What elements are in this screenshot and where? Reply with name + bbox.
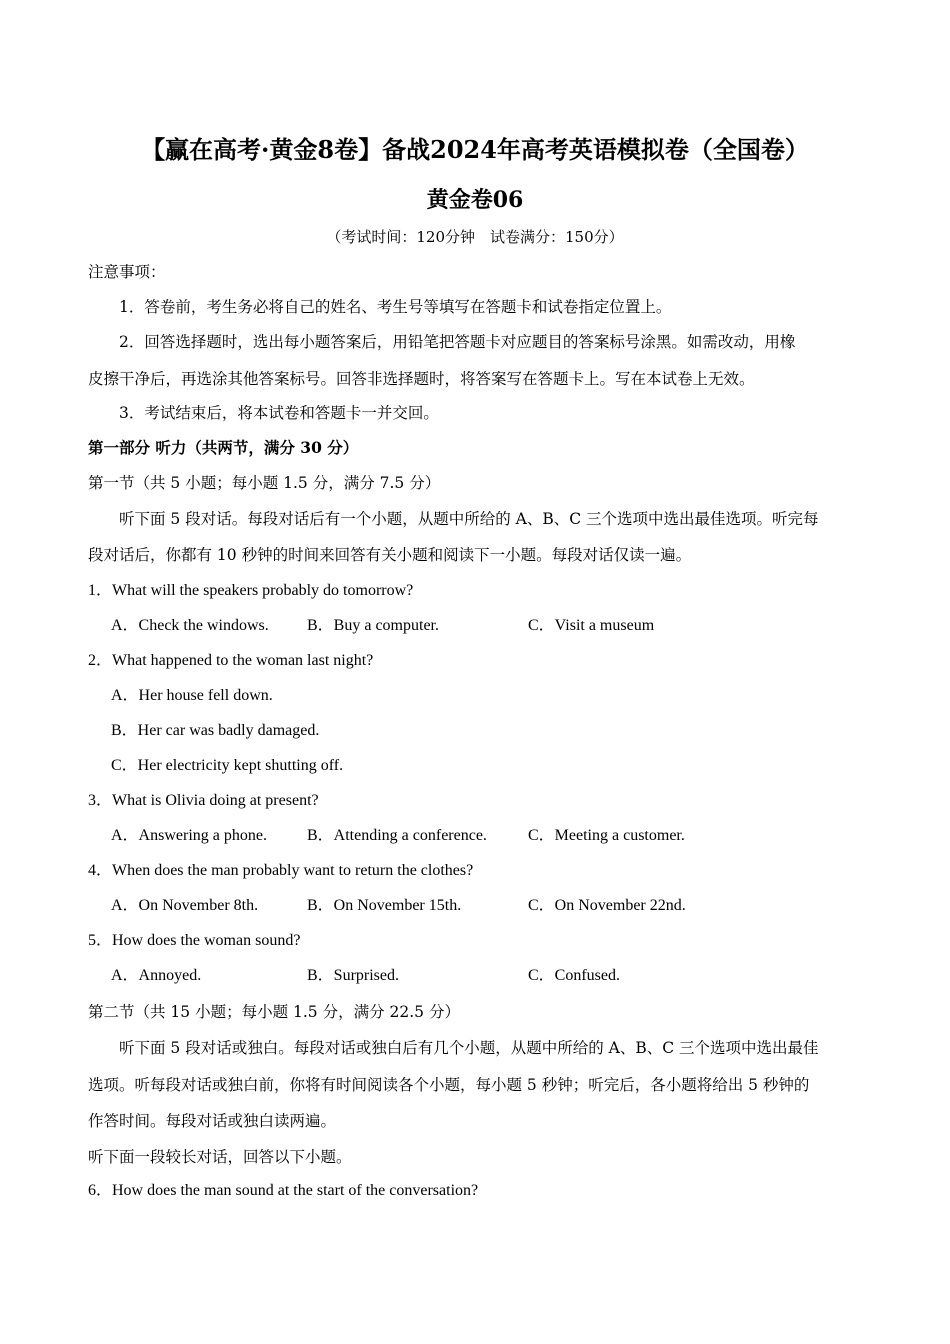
q4-option-b: B．On November 15th. [307, 897, 462, 914]
notice-item-3: 3．考试结束后，将本试卷和答题卡一并交回。 [119, 404, 439, 422]
exam-info: （考试时间：120分钟 试卷满分：150分） [326, 228, 624, 246]
notice-item-2-cont: 皮擦干净后，再选涂其他答案标号。回答非选择题时，将答案写在答题卡上。写在本试卷上无效。 [88, 370, 755, 388]
q2-option-b: B．Her car was badly damaged. [111, 722, 320, 739]
section2-heading: 第二节（共 15 小题；每小题 1.5 分，满分 22.5 分） [88, 1003, 460, 1021]
question-1: 1．What will the speakers probably do tomorrow? [88, 582, 414, 599]
part1-heading: 第一部分 听力（共两节，满分 30 分） [88, 438, 359, 457]
q1-option-c: C．Visit a museum [528, 617, 655, 634]
paper-subtitle: 黄金卷06 [426, 187, 524, 213]
question-3: 3．What is Olivia doing at present? [88, 792, 319, 809]
q4-option-c: C．On November 22nd. [528, 897, 686, 914]
q4-option-a: A．On November 8th. [111, 897, 259, 914]
paper-title: 【赢在高考·黄金8卷】备战2024年高考英语模拟卷（全国卷） [141, 135, 809, 164]
q5-option-c: C．Confused. [528, 967, 621, 984]
q5-option-a: A．Annoyed. [111, 967, 202, 984]
question-6: 6．How does the man sound at the start of the conversation? [88, 1182, 479, 1199]
q1-option-a: A．Check the windows. [111, 617, 269, 634]
section2-sub-instructions: 听下面一段较长对话，回答以下小题。 [88, 1148, 352, 1166]
section1-instructions: 听下面 5 段对话。每段对话后有一个小题，从题中所给的 A、B、C 三个选项中选出最佳选项。听完每 [119, 510, 819, 528]
section2-instructions-cont-2: 作答时间。每段对话或独白读两遍。 [88, 1112, 337, 1130]
q2-option-a: A．Her house fell down. [111, 687, 273, 704]
section2-instructions-cont-1: 选项。听每段对话或独白前，你将有时间阅读各个小题，每小题 5 秒钟；听完后，各小题将给出 5 秒钟的 [88, 1076, 810, 1094]
question-5: 5．How does the woman sound? [88, 932, 301, 949]
notice-item-2: 2．回答选择题时，选出每小题答案后，用铅笔把答题卡对应题目的答案标号涂黑。如需改动，用橡 [119, 333, 796, 351]
q2-option-c: C．Her electricity kept shutting off. [111, 757, 344, 774]
section2-instructions: 听下面 5 段对话或独白。每段对话或独白后有几个小题，从题中所给的 A、B、C 三个选项中选出最佳 [119, 1039, 819, 1057]
notice-item-1: 1．答卷前，考生务必将自己的姓名、考生号等填写在答题卡和试卷指定位置上。 [119, 298, 672, 316]
q1-option-b: B．Buy a computer. [307, 617, 439, 634]
q3-option-c: C．Meeting a customer. [528, 827, 685, 844]
question-2: 2．What happened to the woman last night? [88, 652, 374, 669]
notice-heading: 注意事项： [88, 263, 166, 281]
section1-heading: 第一节（共 5 小题；每小题 1.5 分，满分 7.5 分） [88, 474, 441, 492]
q3-option-b: B．Attending a conference. [307, 827, 487, 844]
question-4: 4．When does the man probably want to return the clothes? [88, 862, 474, 879]
q5-option-b: B．Surprised. [307, 967, 400, 984]
section1-instructions-cont: 段对话后，你都有 10 秒钟的时间来回答有关小题和阅读下一小题。每段对话仅读一遍。 [88, 546, 692, 564]
q3-option-a: A．Answering a phone. [111, 827, 267, 844]
